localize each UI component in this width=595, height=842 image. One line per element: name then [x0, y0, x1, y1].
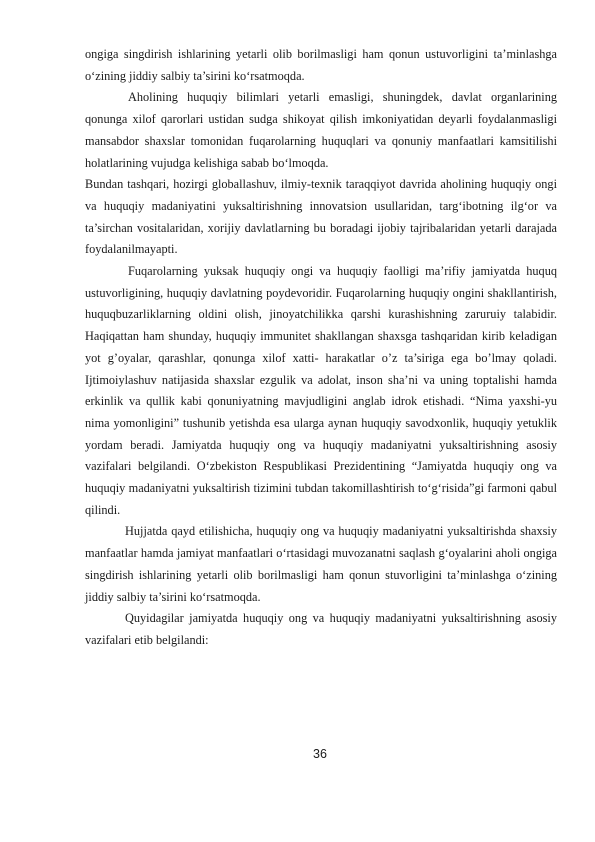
- paragraph-document-notes: Hujjatda qayd etilishicha, huquqiy ong va huquqiy madaniyatni yuksaltirishda shaxsiy manfaatlar hamda jamiyat manfaatlari o‘rtasidagi muvozanatni saqlash g‘oyalarini aholi ongiga singdirish ishlarining yetarli olib borilmasligi ham qonun stuvorligini ta’minlashga o‘zining jiddiy salbiy ta’sirini ko‘rsatmoqda.: [85, 524, 557, 604]
- paragraph-continuation: ongiga singdirish ishlarining yetarli olib borilmasligi ham qonun ustuvorligini ta’minlashga o‘zining jiddiy salbiy ta’sirini ko‘rsatmoqda.: [85, 47, 557, 83]
- body-text: [85, 44, 557, 652]
- paragraph-legal-consciousness: Fuqarolarning yuksak huquqiy ongi va huquqiy faolligi ma’rifiy jamiyatda huquq ustuvorligining, huquqiy davlatning poydevoridir. Fuqarolarning huquqiy ongini shakllantirish, huquqbuzarliklarning oldini olish, jinoyatchilikka qarshi kurashishning zaruruiy talabidir. Haqiqattan ham shunday, huquqiy immunitet shakllangan shaxsga tashqaridan kirib keladigan yot g’oyalar, qarashlar, qonunga xilof xatti- harakatlar o’z ta’siriga ega bo’lmay qoladi. Ijtimoiylashuv natijasida shaxslar ezgulik va adolat, inson sha’ni va uning toptalishi hamda erkinlik va qullik kabi qonuniyatning mavjudligini anglab idrok etishadi. “Nima yaxshi-yu nima yomonligini” tushunib yetishda esa ularga aynan huquqiy savodxonlik, huquqiy yetuklik yordam beradi. Jamiyatda huquqiy ong va huquqiy madaniyatni yuksaltirishning asosiy vazifalari belgilandi. O‘zbekiston Respublikasi Prezidentining “Jamiyatda huquqiy ong va huquqiy madaniyatni yuksaltirish tizimini tubdan takomillashtirish to‘g‘risida”gi farmoni qabul qilindi.: [85, 264, 557, 517]
- paragraph-globalization: Bundan tashqari, hozirgi globallashuv, ilmiy-texnik taraqqiyot davrida aholining huquqiy ongi va huquqiy madaniyatini yuksaltirishning innovatsion usullaridan, targ‘ibotning ilg‘or va ta’sirchan vositalaridan, xorijiy davlatlarning bu boradagi ijobiy tajribalaridan yetarli darajada foydalanilmayapti.: [85, 177, 557, 257]
- paragraph-legal-knowledge: Aholining huquqiy bilimlari yetarli emasligi, shuningdek, davlat organlarining qonunga xilof qarorlari ustidan sudga shikoyat qilish imkoniyatidan deyarli foydalanmasligi mansabdor shaxslar tomonidan fuqarolarning huquqlari va qonuniy manfaatlari kamsitilishi holatlarining vujudga kelishiga sabab bo‘lmoqda.: [85, 90, 557, 170]
- page-number: 36: [313, 747, 327, 761]
- paragraph-tasks-intro: Quyidagilar jamiyatda huquqiy ong va huquqiy madaniyatni yuksaltirishning asosiy vazifalari etib belgilandi:: [85, 611, 557, 647]
